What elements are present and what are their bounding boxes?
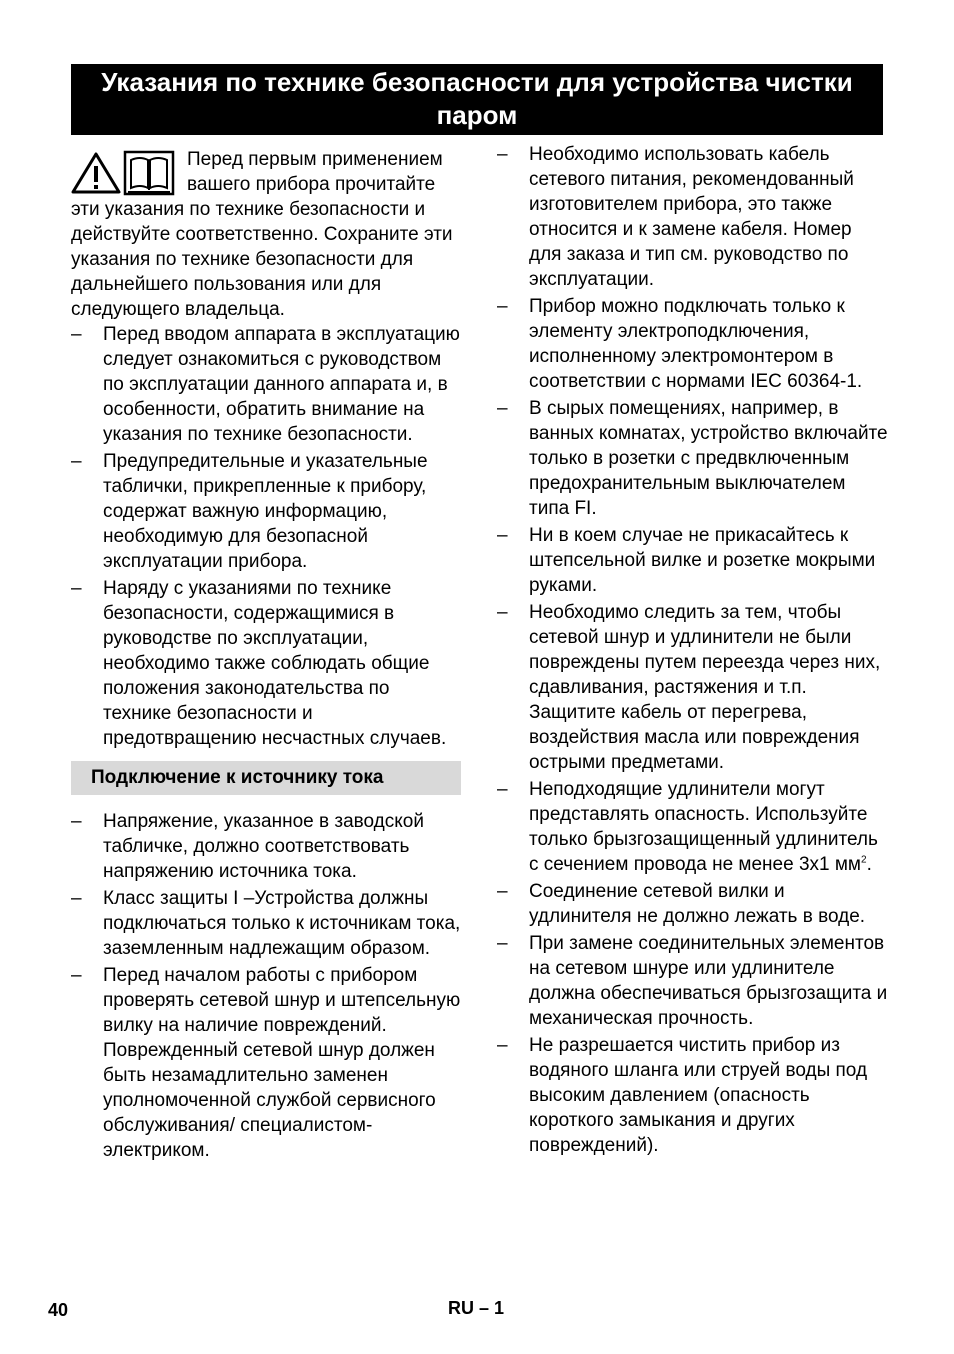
list-dash: – bbox=[497, 881, 508, 902]
page-number: 40 bbox=[48, 1300, 69, 1320]
list-dash: – bbox=[71, 324, 82, 345]
list-dash: – bbox=[497, 398, 508, 419]
list-item bbox=[71, 576, 463, 751]
list-dash: – bbox=[497, 779, 508, 800]
list-item bbox=[497, 294, 889, 394]
list-item-text: При замене соединительных элементов на сетевом шнуре или удлинителе должна обеспечиваться брызгозащита и механическая прочность. bbox=[529, 933, 888, 1029]
list-item bbox=[71, 886, 463, 961]
list-dash: – bbox=[497, 144, 508, 165]
list-item-text: Ни в коем случае не прикасайтесь к штепсельной вилке и розетке мокрыми руками. bbox=[529, 525, 876, 596]
left-safety-list bbox=[71, 322, 463, 751]
list-item bbox=[497, 777, 889, 877]
list-dash: – bbox=[71, 578, 82, 599]
list-dash: – bbox=[497, 1035, 508, 1056]
list-item-text: Не разрешается чистить прибор из водяного шланга или струей воды под высоким давлением (опасность короткого замыкания и других повреждений). bbox=[529, 1035, 868, 1156]
list-dash: – bbox=[71, 965, 82, 986]
list-item-text: Соединение сетевой вилки и удлинителя не должно лежать в воде. bbox=[529, 881, 866, 927]
language-page-code: RU – 1 bbox=[448, 1298, 505, 1318]
list-item-text: Класс защиты I –Устройства должны подключаться только к источникам тока, заземленным надлежащим образом. bbox=[103, 888, 461, 959]
manual-book-icon bbox=[123, 150, 175, 196]
list-item bbox=[71, 963, 463, 1163]
intro-icons bbox=[71, 150, 181, 196]
superscript-2: 2 bbox=[861, 854, 867, 866]
list-item bbox=[497, 396, 889, 521]
list-item bbox=[497, 1033, 889, 1158]
list-item bbox=[71, 809, 463, 884]
list-dash: – bbox=[497, 602, 508, 623]
list-item-text: Неподходящие удлинители могут представлять опасность. Используйте только брызгозащищенный удлинитель с сечением провода не менее 3x1 мм bbox=[529, 779, 878, 875]
list-item bbox=[497, 142, 889, 292]
list-item-text: Перед вводом аппарата в эксплуатацию следует ознакомиться с руководством по эксплуатации данного аппарата и, в особенности, обратить внимание на указания по технике безопасности. bbox=[103, 324, 460, 445]
list-item-text: Перед началом работы с прибором проверять сетевой шнур и штепсельную вилку на наличие повреждений. Поврежденный сетевой шнур должен быть незамадлительно заменен уполномоченной службой сервисного обслуживания/ специалистом-электриком. bbox=[103, 965, 461, 1161]
list-item-text: Необходимо использовать кабель сетевого питания, рекомендованный изготовителем прибора, это также относится и к замене кабеля. Номер для заказа и тип см. руководство по эксплуатации. bbox=[529, 144, 854, 290]
right-safety-list bbox=[497, 142, 889, 1158]
list-dash: – bbox=[497, 525, 508, 546]
list-dash: – bbox=[71, 811, 82, 832]
right-column bbox=[497, 142, 889, 1160]
list-item-text: Предупредительные и указательные таблички, прикрепленные к прибору, содержат важную информацию, необходимую для безопасной эксплуатации прибора. bbox=[103, 451, 428, 572]
list-dash: – bbox=[497, 296, 508, 317]
list-item bbox=[497, 879, 889, 929]
list-item bbox=[71, 322, 463, 447]
list-item bbox=[497, 600, 889, 775]
warning-triangle-icon bbox=[71, 151, 121, 195]
subsection-heading: Подключение к источнику тока bbox=[71, 761, 461, 795]
list-item-text: Наряду с указаниями по технике безопасности, содержащимися в руководстве по эксплуатации, необходимо также соблюдать общие положения законодательства по технике безопасности и предотвращению несчастных случаев. bbox=[103, 578, 447, 749]
list-item-tail: . bbox=[866, 854, 872, 875]
list-item bbox=[497, 931, 889, 1031]
list-item-text: Прибор можно подключать только к элементу электроподключения, исполненному электромонтером в соответствии с нормами IEC 60364-1. bbox=[529, 296, 863, 392]
section-title-bar bbox=[71, 64, 883, 135]
list-dash: – bbox=[497, 933, 508, 954]
page-title-line-2: паром bbox=[436, 100, 518, 130]
list-item-text: Необходимо следить за тем, чтобы сетевой шнур и удлинители не были повреждены путем переезда через них, сдавливания, растяжения и т.п. Защитите кабель от перегрева, воздействия масла или повреждения острыми предметами. bbox=[529, 602, 881, 773]
left-column bbox=[71, 147, 463, 1165]
power-connection-list bbox=[71, 809, 463, 1163]
list-dash: – bbox=[71, 888, 82, 909]
list-item bbox=[497, 523, 889, 598]
list-item-text: Напряжение, указанное в заводской табличке, должно соответствовать напряжению источника тока. bbox=[103, 811, 424, 882]
list-dash: – bbox=[71, 451, 82, 472]
page-title-line-1: Указания по технике безопасности для устройства чистки bbox=[101, 67, 853, 97]
list-item bbox=[71, 449, 463, 574]
intro-text: Перед первым применением вашего прибора прочитайте эти указания по технике безопасности и действуйте соответственно. Сохраните эти указания по технике безопасности для дальнейшего пользования или для следующего владельца. bbox=[71, 149, 453, 320]
intro-paragraph bbox=[71, 147, 463, 322]
list-item-text: В сырых помещениях, например, в ванных комнатах, устройство включайте только в розетки с предвключенным предохранительным выключателем типа FI. bbox=[529, 398, 888, 519]
